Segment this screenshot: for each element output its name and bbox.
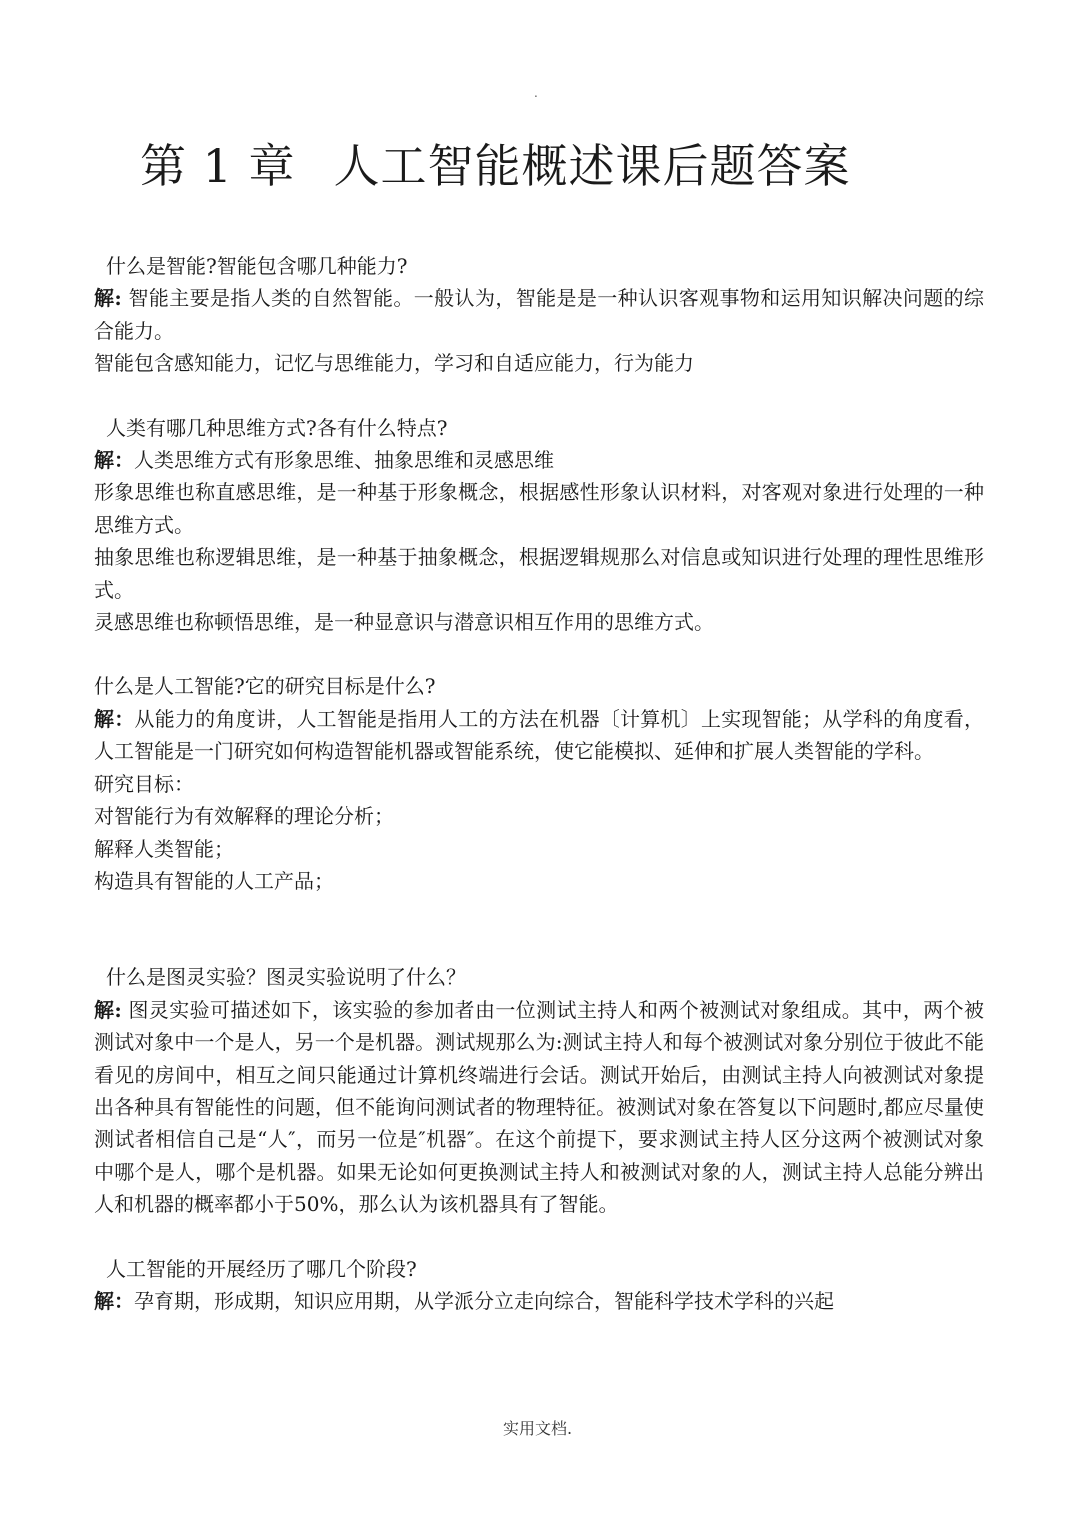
answer-text: 从能力的角度讲，人工智能是指用人工的方法在机器〔计算机〕上实现智能；从学科的角度看，人工智能是一门研究如何构造智能机器或智能系统，使它能模拟、延伸和扩展人类智能的学科。 (94, 706, 985, 764)
document-body (94, 250, 984, 1317)
answer-2-line-2: 抽象思维也称逻辑思维，是一种基于抽象概念，根据逻辑规那么对信息或知识进行处理的理性思维形式。 (94, 545, 984, 602)
question-5: 人工智能的开展经历了哪几个阶段? (106, 1256, 417, 1281)
answer-3-line-4: 构造具有智能的人工产品； (94, 868, 334, 893)
solution-label: 解: (94, 286, 122, 311)
answer-text: 人类思维方式有形象思维、抽象思维和灵感思维 (134, 448, 554, 473)
answer-text: 图灵实验可描述如下，该实验的参加者由一位测试主持人和两个被测试对象组成。其中，两个被测试对象中一个是人，另一个是机器。测试规那么为:测试主持人和每个被测试对象分别位于彼此不能看见的房间中，相互之间只能通过计算机终端进行会话。测试开始后，由测试主持人向被测试对象提出各种具有智能性的问题，但不能询问测试者的物理特征。被测试对象在答复以下问题时,都应尽量使测试者相信自己是“人″，而另一位是″机器″。在这个前提下，要求测试主持人区分这两个被测试对象中哪个是人，哪个是机器。如果无论如何更换测试主持人和被测试对象的人，测试主持人总能分辨出人和机器的概率都小于50%，那么认为该机器具有了智能。 (94, 997, 985, 1217)
answer-text: 智能主要是指人类的自然智能。一般认为，智能是是一种认识客观事物和运用知识解决问题的综合能力。 (94, 286, 985, 343)
answer-1-line-1 (94, 282, 984, 347)
answer-5-first (94, 1285, 984, 1317)
chapter-title (140, 130, 851, 196)
solution-label: 解： (94, 706, 135, 731)
answer-2-line-1: 形象思维也称直感思维，是一种基于形象概念，根据感性形象认识材料，对客观对象进行处理的一种思维方式。 (94, 480, 984, 537)
answer-4-first (94, 994, 984, 1221)
answer-1-line-2: 智能包含感知能力，记忆与思维能力，学习和自适应能力，行为能力 (94, 351, 694, 376)
chapter-title-text: 人工智能概述课后题答案 (333, 139, 851, 193)
header-dot: . (534, 86, 538, 100)
question-1: 什么是智能?智能包含哪几种能力? (106, 254, 408, 278)
answer-3-line-1: 研究目标： (94, 771, 194, 796)
answer-2-first (94, 444, 984, 476)
solution-label: 解: (94, 997, 122, 1022)
answer-3-line-3: 解释人类智能； (94, 836, 234, 861)
question-2: 人类有哪几种思维方式?各有什么特点? (106, 415, 448, 440)
page-footer: 实用文档. (502, 1419, 573, 1438)
answer-3-first (94, 703, 984, 768)
answer-text: 孕育期，形成期，知识应用期，从学派分立走向综合，智能科学技术学科的兴起 (134, 1288, 834, 1313)
question-3: 什么是人工智能?它的研究目标是什么? (94, 674, 436, 699)
answer-2-line-3: 灵感思维也称顿悟思维，是一种显意识与潜意识相互作用的思维方式。 (94, 610, 714, 635)
solution-label: 解： (94, 1288, 134, 1313)
answer-3-line-2: 对智能行为有效解释的理论分析； (94, 804, 394, 829)
solution-label: 解： (94, 448, 134, 473)
chapter-number: 第 1 章 (140, 139, 296, 193)
question-4: 什么是图灵实验？图灵实验说明了什么？ (106, 965, 466, 990)
